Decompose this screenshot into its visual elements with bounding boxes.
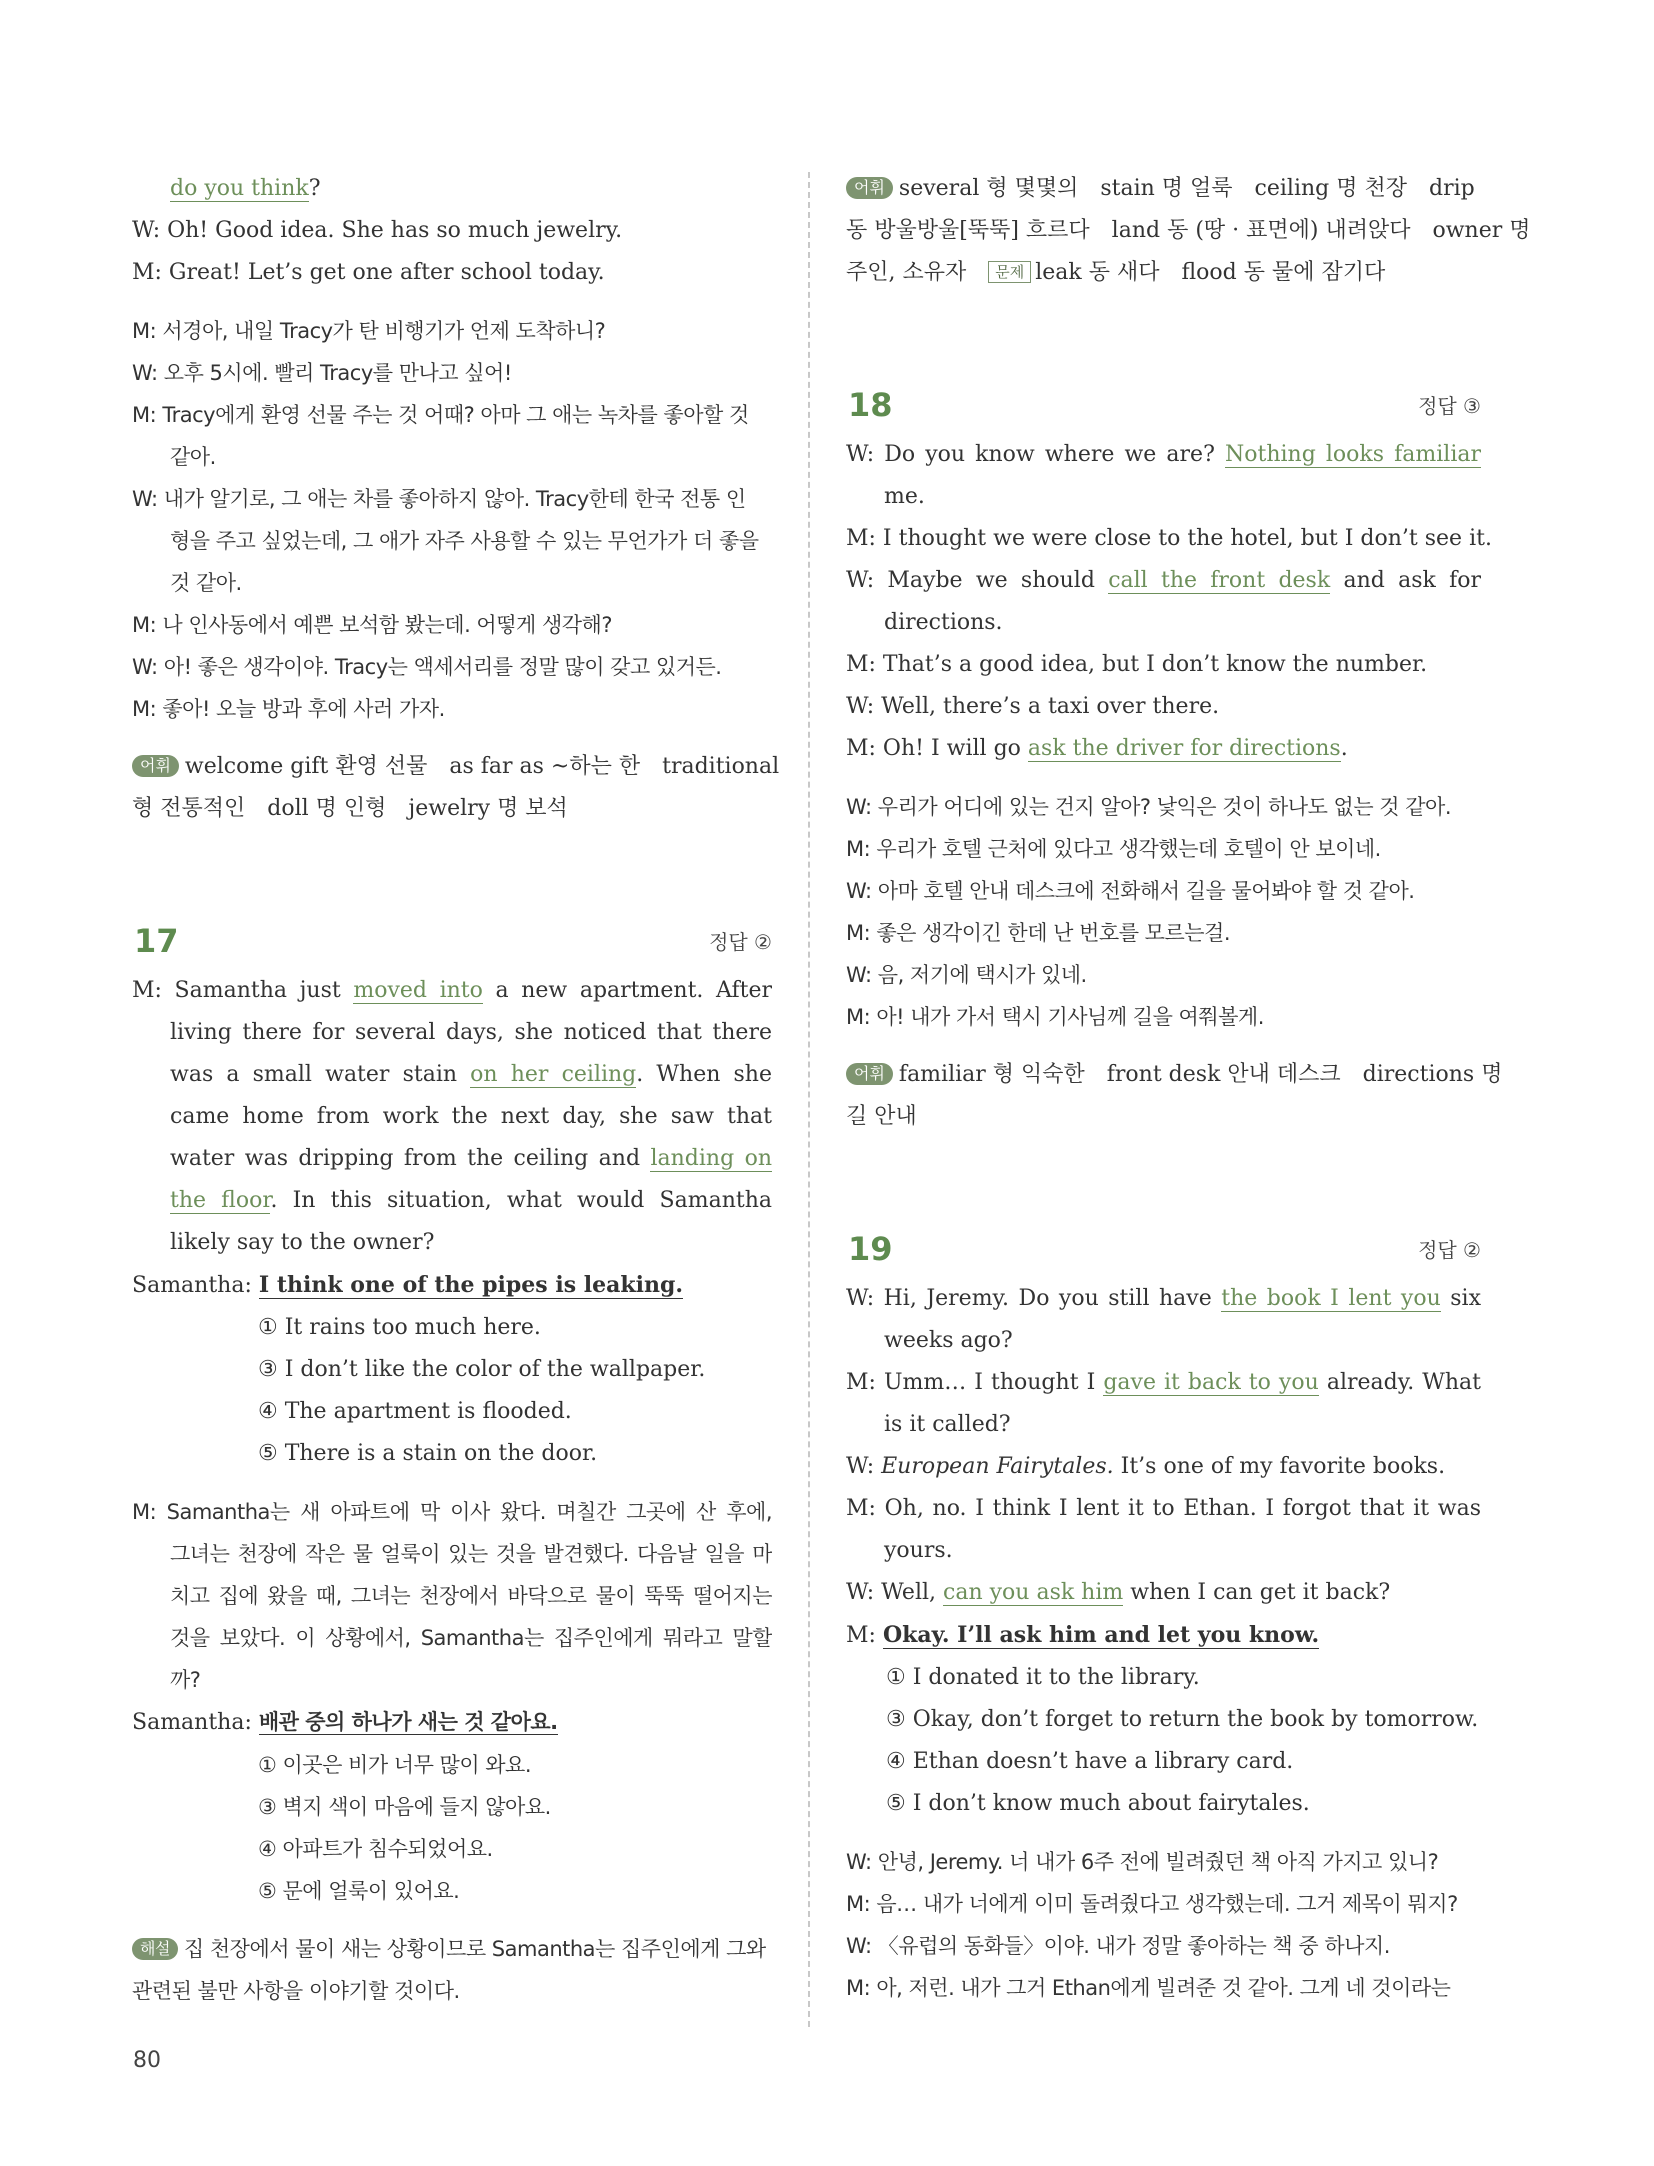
answer-key: 정답 ③ — [1418, 394, 1481, 418]
explanation-line: 관련된 불만 사항을 이야기할 것이다. — [132, 1979, 460, 2003]
translation-line: 것 같아. — [170, 571, 242, 595]
vocab-text: several 형 몇몇의 stain 명 얼룩 ceiling 명 천장 drip — [898, 176, 1475, 201]
dialogue-line: M: Samantha just moved into a new apartment. After — [132, 978, 772, 1003]
explanation-badge: 해설 — [132, 1938, 178, 1960]
key-phrase: the floor — [170, 1188, 271, 1213]
vocab-text: welcome gift 환영 선물 as far as ~하는 한 traditional — [184, 754, 780, 779]
dialogue-line: living there for several days, she noticed that there — [170, 1020, 772, 1045]
option: ① I donated it to the library. — [886, 1665, 1200, 1690]
translation-line: M: 아! 내가 가서 택시 기사님께 길을 여쭤볼게. — [846, 1005, 1264, 1029]
dialogue-line: W: Hi, Jeremy. Do you still have the book I lent you six — [846, 1286, 1481, 1311]
problem-badge: 문제 — [988, 261, 1031, 283]
translation-line: 것을 보았다. 이 상황에서, Samantha는 집주인에게 뭐라고 말할 — [170, 1626, 772, 1650]
translation-line: M: 나 인사동에서 예쁜 보석함 봤는데. 어떻게 생각해? — [132, 613, 612, 637]
right-column — [846, 168, 1531, 2009]
translation-line: W: 내가 알기로, 그 애는 차를 좋아하지 않아. Tracy한테 한국 전통 인 — [132, 487, 746, 511]
key-phrase: Nothing looks familiar — [1224, 442, 1481, 467]
key-phrase: on her ceiling — [470, 1062, 637, 1087]
vocab-text: familiar 형 익숙한 front desk 안내 데스크 directions 명 — [898, 1062, 1503, 1087]
dialogue-line: came home from work the next day, she saw that — [170, 1104, 772, 1129]
dialogue-line: the floor. In this situation, what would Samantha — [170, 1188, 772, 1213]
option: ④ 아파트가 침수되었어요. — [258, 1837, 493, 1861]
translation-line: W: 음, 저기에 택시가 있네. — [846, 963, 1087, 987]
key-phrase: gave it back to you — [1103, 1370, 1319, 1395]
answer-line: M: Okay. I’ll ask him and let you know. — [846, 1622, 1320, 1648]
option: ① 이곳은 비가 너무 많이 와요. — [258, 1753, 532, 1777]
key-phrase: landing on — [650, 1146, 772, 1171]
option: ③ Okay, don’t forget to return the book by tomorrow. — [886, 1707, 1479, 1732]
translation-line: 형을 주고 싶었는데, 그 애가 자주 사용할 수 있는 무언가가 더 좋을 — [170, 529, 759, 553]
translation-line: M: Tracy에게 환영 선물 주는 것 어때? 아마 그 애는 녹차를 좋아할 것 — [132, 403, 749, 427]
dialogue-line: M: Umm… I thought I gave it back to you already. What — [846, 1370, 1481, 1395]
column-divider — [808, 172, 810, 2027]
dialogue-line: me. — [884, 484, 925, 509]
book-title: European Fairytales. — [881, 1454, 1114, 1479]
question-number: 19 — [848, 1230, 893, 1268]
dialogue-line: W: Do you know where we are? Nothing looks familiar — [846, 442, 1481, 467]
translation-line: W: 아마 호텔 안내 데스크에 전화해서 길을 물어봐야 할 것 같아. — [846, 879, 1415, 903]
translation-line: 그녀는 천장에 작은 물 얼룩이 있는 것을 발견했다. 다음날 일을 마 — [170, 1542, 772, 1566]
option: ④ The apartment is flooded. — [258, 1399, 572, 1424]
translation-line: M: 좋은 생각이긴 한데 난 번호를 모르는걸. — [846, 921, 1230, 945]
dialogue-line: M: Oh, no. I think I lent it to Ethan. I forgot that it was — [846, 1496, 1481, 1521]
translation-line: M: 좋아! 오늘 방과 후에 사러 가자. — [132, 697, 445, 721]
translation-line: M: Samantha는 새 아파트에 막 이사 왔다. 며칠간 그곳에 산 후에, — [132, 1500, 772, 1524]
explanation-line: 해설 집 천장에서 물이 새는 상황이므로 Samantha는 집주인에게 그와 — [132, 1928, 772, 1970]
translation-line: M: 서경아, 내일 Tracy가 탄 비행기가 언제 도착하니? — [132, 319, 606, 343]
dialogue-line: likely say to the owner? — [170, 1230, 435, 1255]
translation-line: M: 아, 저런. 내가 그거 Ethan에게 빌려준 것 같아. 그게 네 것이라는 — [846, 1976, 1451, 2000]
option: ⑤ I don’t know much about fairytales. — [886, 1791, 1310, 1816]
answer-key: 정답 ② — [709, 930, 772, 954]
key-phrase: moved into — [353, 978, 483, 1003]
dialogue-line: M: Great! Let’s get one after school today. — [132, 260, 605, 285]
correct-answer: Okay. I’ll ask him and let you know. — [882, 1622, 1320, 1648]
option: ③ 벽지 색이 마음에 들지 않아요. — [258, 1795, 551, 1819]
vocab-badge: 어휘 — [132, 755, 179, 777]
translation-line: M: 음… 내가 너에게 이미 돌려줬다고 생각했는데. 그거 제목이 뭐지? — [846, 1892, 1458, 1916]
translation-line: 치고 집에 왔을 때, 그녀는 천장에서 바닥으로 물이 뚝뚝 떨어지는 — [170, 1584, 772, 1608]
vocab-box — [132, 746, 780, 830]
translation-line: W: 아! 좋은 생각이야. Tracy는 액세서리를 정말 많이 갖고 있거든. — [132, 655, 722, 679]
dialogue-line: W: Maybe we should call the front desk and ask for — [846, 568, 1481, 593]
key-phrase: call the front desk — [1108, 568, 1331, 593]
translation-line: W: 〈유럽의 동화들〉이야. 내가 정말 좋아하는 책 중 하나지. — [846, 1934, 1390, 1958]
dialogue-line: W: Oh! Good idea. She has so much jewelry. — [132, 218, 623, 243]
translation-line: M: 우리가 호텔 근처에 있다고 생각했는데 호텔이 안 보이네. — [846, 837, 1381, 861]
question-header — [132, 912, 772, 970]
option: ⑤ There is a stain on the door. — [258, 1441, 598, 1466]
dialogue-line: W: European Fairytales. It’s one of my favorite books. — [846, 1454, 1446, 1479]
translation-line: W: 우리가 어디에 있는 건지 알아? 낯익은 것이 하나도 없는 것 같아. — [846, 795, 1452, 819]
correct-answer: I think one of the pipes is leaking. — [258, 1272, 683, 1298]
vocab-box: 어휘 several 형 몇몇의 stain 명 얼룩 ceiling 명 천장 drip 동 방울방울[뚝뚝] 흐르다 land 동 (땅 · 표면에) 내려앉다 owner 명 주인, 소유자 문제 leak 동 새다 flood 동 물에 잠기다 — [846, 176, 1531, 285]
dialogue-line: directions. — [884, 610, 1003, 635]
dialogue-line: W: Well, there’s a taxi over there. — [846, 694, 1220, 719]
option: ④ Ethan doesn’t have a library card. — [886, 1749, 1294, 1774]
key-phrase: ask the driver for directions — [1027, 736, 1341, 761]
vocab-text: 길 안내 — [846, 1104, 917, 1129]
answer-line: Samantha: I think one of the pipes is leaking. — [132, 1272, 683, 1298]
dialogue-line: water was dripping from the ceiling and landing on — [170, 1146, 772, 1171]
option: ① It rains too much here. — [258, 1315, 541, 1340]
dialogue-line: M: Oh! I will go ask the driver for directions. — [846, 736, 1348, 761]
vocab-text: 동 방울방울[뚝뚝] 흐르다 land 동 (땅 · 표면에) 내려앉다 owner 명 — [846, 218, 1531, 243]
dialogue-line: weeks ago? — [884, 1328, 1013, 1353]
dialogue-line — [132, 168, 772, 210]
dialogue-line: M: That’s a good idea, but I don’t know the number. — [846, 652, 1428, 677]
question-number: 17 — [134, 922, 179, 960]
vocab-box — [846, 1054, 1503, 1138]
translation-line: 까? — [170, 1668, 201, 1692]
dialogue-line: M: I thought we were close to the hotel, but I don’t see it. — [846, 526, 1492, 551]
answer-key: 정답 ② — [1418, 1238, 1481, 1262]
question-number: 18 — [848, 386, 893, 424]
question-header — [846, 1220, 1481, 1278]
dialogue-line: yours. — [884, 1538, 953, 1563]
translation-line: W: 안녕, Jeremy. 너 내가 6주 전에 빌려줬던 책 아직 가지고 있니? — [846, 1850, 1439, 1874]
dialogue-line: was a small water stain on her ceiling. When she — [170, 1062, 772, 1087]
key-phrase: the book I lent you — [1221, 1286, 1441, 1311]
answer-line: Samantha: 배관 중의 하나가 새는 것 같아요. — [132, 1710, 558, 1735]
question-header — [846, 376, 1481, 434]
option: ⑤ 문에 얼룩이 있어요. — [258, 1879, 460, 1903]
vocab-badge: 어휘 — [846, 177, 893, 199]
correct-answer: 배관 중의 하나가 새는 것 같아요. — [258, 1710, 558, 1734]
left-column — [132, 168, 780, 2012]
dialogue-line: is it called? — [884, 1412, 1011, 1437]
key-phrase: do you think — [170, 176, 309, 201]
dialogue-line: W: Well, can you ask him when I can get it back? — [846, 1580, 1391, 1605]
option: ③ I don’t like the color of the wallpaper. — [258, 1357, 706, 1382]
vocab-text: 형 전통적인 doll 명 인형 jewelry 명 보석 — [132, 796, 568, 821]
translation-line: W: 오후 5시에. 빨리 Tracy를 만나고 싶어! — [132, 361, 512, 385]
page-number: 80 — [133, 2048, 161, 2073]
text: ? — [308, 176, 321, 201]
translation-line: 같아. — [170, 445, 216, 469]
vocab-badge: 어휘 — [846, 1063, 893, 1085]
key-phrase: can you ask him — [943, 1580, 1124, 1605]
